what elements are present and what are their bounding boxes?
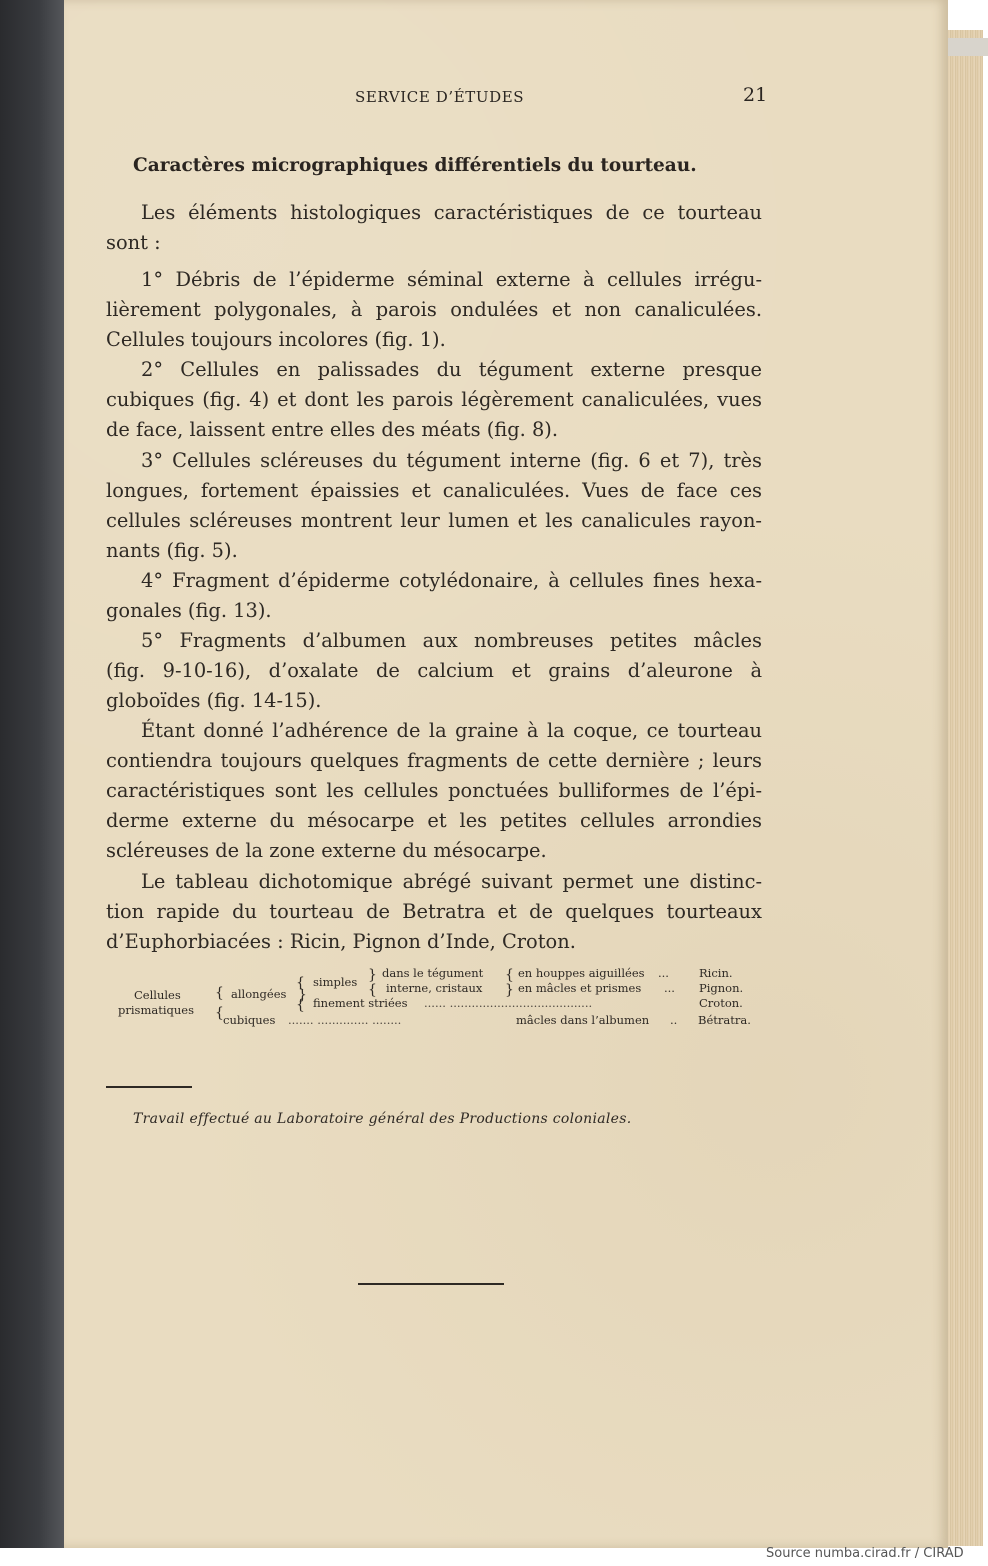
table-result-betratra: Bétratra. [698, 1013, 751, 1027]
end-rule [358, 1283, 504, 1285]
brace-open: { [296, 975, 305, 991]
table-leader-dots: ...... ....................................... [424, 996, 593, 1010]
table-interne-cristaux: interne, cristaux [386, 981, 483, 995]
table-leader-dots: .. [670, 1013, 678, 1027]
brace-close: } [505, 982, 514, 998]
table-finement-striees: finement striées [313, 996, 408, 1010]
table-leader-dots: ... [664, 981, 675, 995]
footnote: Travail effectué au Laboratoire général des Productions coloniales. [133, 1111, 632, 1127]
body-line: derme externe du mésocarpe et les petites cellules arrondies [106, 809, 762, 832]
section-title: Caractères micrographiques différentiels du tourteau. [133, 155, 697, 176]
brace-close: } [298, 987, 307, 1003]
body-line: Cellules toujours incolores (fig. 1). [106, 328, 446, 351]
body-line: gonales (fig. 13). [106, 599, 272, 622]
table-allongees: allongées [231, 987, 287, 1001]
table-result-croton: Croton. [699, 996, 743, 1010]
body-line: nants (fig. 5). [106, 539, 238, 562]
table-leader-dots: ....... .............. ........ [288, 1013, 402, 1027]
table-result-pignon: Pignon. [699, 981, 744, 995]
source-credit: Source numba.cirad.fr / CIRAD [766, 1546, 964, 1561]
page-number: 21 [743, 84, 768, 106]
brace-open: { [215, 985, 224, 1001]
body-line: tion rapide du tourteau de Betratra et de quelques tourteaux [106, 900, 762, 923]
running-head: SERVICE D’ÉTUDES [355, 88, 525, 106]
brace-open: { [296, 997, 305, 1013]
brace-open: { [215, 1005, 224, 1021]
body-line: d’Euphorbiacées : Ricin, Pignon d’Inde, Croton. [106, 930, 576, 953]
table-leader-dots: ... [658, 966, 669, 980]
table-en-houppes: en houppes aiguillées [518, 966, 645, 980]
body-line: Les éléments histologiques caractéristiques de ce tourteau [141, 201, 762, 224]
table-result-ricin: Ricin. [699, 966, 733, 980]
body-line: 5° Fragments d’albumen aux nombreuses petites mâcles [141, 629, 762, 652]
body-line: Le tableau dichotomique abrégé suivant permet une distinc- [141, 870, 762, 893]
brace-open: { [505, 967, 514, 983]
table-simples: simples [313, 975, 358, 989]
body-line: globoïdes (fig. 14-15). [106, 689, 322, 712]
body-line: 2° Cellules en palissades du tégument externe presque [141, 358, 762, 381]
brace-close: } [368, 967, 377, 983]
body-line: caractéristiques sont les cellules ponctuées bulliformes de l’épi- [106, 779, 762, 802]
body-line: 3° Cellules scléreuses du tégument interne (fig. 6 et 7), très [141, 449, 762, 472]
body-line: longues, fortement épaissies et canaliculées. Vues de face ces [106, 479, 762, 502]
table-root-line2: prismatiques [118, 1003, 194, 1017]
book-spine [0, 0, 64, 1548]
scan-margin-strip [946, 38, 988, 56]
footnote-rule [106, 1086, 192, 1088]
table-cubiques: cubiques [223, 1013, 276, 1027]
table-dans-le-tegument: dans le tégument [382, 966, 484, 980]
body-line: Étant donné l’adhérence de la graine à la coque, ce tourteau [141, 719, 762, 742]
brace-open: { [368, 982, 377, 998]
body-line: cubiques (fig. 4) et dont les parois légèrement canaliculées, vues [106, 388, 762, 411]
body-line: contiendra toujours quelques fragments de cette dernière ; leurs [106, 749, 762, 772]
table-en-macles: en mâcles et prismes [518, 981, 642, 995]
body-line: 1° Débris de l’épiderme séminal externe à cellules irrégu- [141, 268, 762, 291]
body-line: (fig. 9-10-16), d’oxalate de calcium et grains d’aleurone à [106, 659, 762, 682]
body-line: lièrement polygonales, à parois ondulées et non canaliculées. [106, 298, 762, 321]
body-line: scléreuses de la zone externe du mésocarpe. [106, 839, 547, 862]
body-line: de face, laissent entre elles des méats (fig. 8). [106, 418, 559, 441]
body-line: 4° Fragment d’épiderme cotylédonaire, à cellules fines hexa- [141, 569, 762, 592]
body-line: cellules scléreuses montrent leur lumen et les canalicules rayon- [106, 509, 762, 532]
table-macles-albumen: mâcles dans l’albumen [516, 1013, 650, 1027]
table-root-line1: Cellules [134, 988, 181, 1002]
body-line: sont : [106, 231, 161, 254]
